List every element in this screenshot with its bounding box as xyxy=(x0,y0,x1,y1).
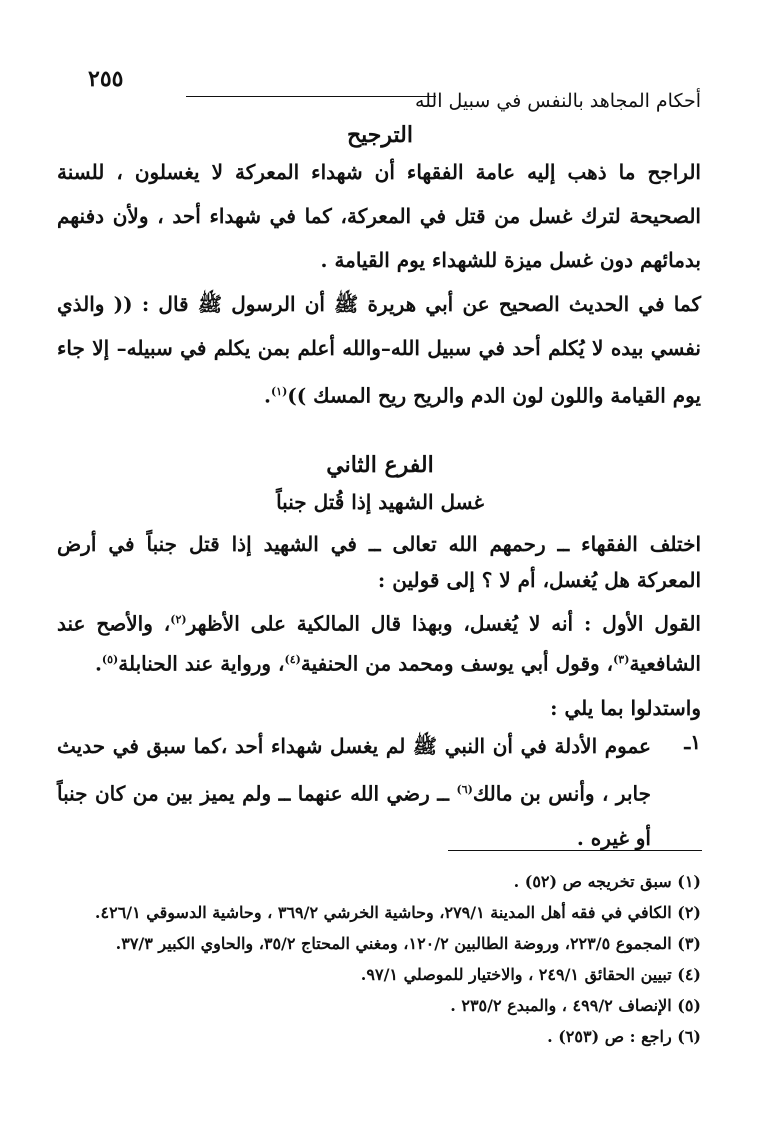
hadith-text: كما في الحديث الصحيح عن أبي هريرة ﷺ أن الرسول ﷺ قال : (( والذي نفسي بيده لا يُكلم أحد في سبيل الله–والله أعلم بمن يكلم في سبيله– إلا جاء يوم القيامة واللون لون الدم والريح ريح المسك )) xyxy=(57,292,701,408)
first-opinion-paragraph xyxy=(57,602,701,681)
footnote-rule xyxy=(448,850,702,851)
running-title: أحكام المجاهد بالنفس في سبيل الله xyxy=(414,90,701,112)
header-rule xyxy=(186,96,436,97)
evidence-item-1-a: عموم الأدلة في أن النبي ﷺ لم يغسل شهداء أحد ،كما سبق في حديث جابر ، وأنس بن مالك xyxy=(57,734,651,806)
footnote-4: (٤) تبيين الحقائق ٢٤٩/١ ، والاختيار للموصلي ٩٧/١. xyxy=(360,965,701,984)
evidence-intro: واستدلوا بما يلي : xyxy=(550,696,701,720)
footnote-ref-2: (٢) xyxy=(170,613,187,626)
footnotes-list xyxy=(41,866,701,1052)
first-opinion-e: . xyxy=(94,651,102,676)
section-subtitle: غسل الشهيد إذا قُتل جنباً xyxy=(276,490,484,514)
footnote-2: (٢) الكافي في فقه أهل المدينة ٢٧٩/١، وحاشية الخرشي ٣٦٩/٢ ، وحاشية الدسوقي ٤٢٦/١. xyxy=(94,903,701,922)
first-opinion-b: ، والأصح عند الشافعية xyxy=(57,611,701,676)
first-opinion-a: القول الأول : أنه لا يُغسل، وبهذا قال المالكية على الأظهر xyxy=(186,611,701,636)
footnote-ref-3: (٣) xyxy=(613,652,630,666)
section-title: الفرع الثاني xyxy=(326,452,434,478)
evidence-item-1 xyxy=(57,724,651,860)
page-number: ٢٥٥ xyxy=(88,66,124,92)
evidence-item-1-b: ــ رضي الله عنهما ــ ولم يميز بين من كان جنباً أو غيره . xyxy=(57,781,651,850)
first-opinion-d: ، ورواية عند الحنابلة xyxy=(118,651,285,676)
hadith-paragraph xyxy=(57,282,701,418)
intro-paragraph: اختلف الفقهاء ــ رحمهم الله تعالى ــ في الشهيد إذا قتل جنباً في أرض المعركة هل يُغسل، أم لا ؟ إلى قولين : xyxy=(57,532,701,592)
footnote-ref-1: (١) xyxy=(270,385,288,398)
footnote-ref-6: (٦) xyxy=(456,783,473,796)
footnote-6: (٦) راجع : ص (٢٥٣) . xyxy=(547,1027,701,1046)
first-opinion-c: ، وقول أبي يوسف ومحمد من الحنفية xyxy=(300,651,614,676)
footnote-5: (٥) الإنصاف ٤٩٩/٢ ، والمبدع ٢٣٥/٢ . xyxy=(450,996,701,1015)
footnote-ref-4: (٤) xyxy=(284,652,301,666)
footnote-3: (٣) المجموع ٢٢٣/٥، وروضة الطالبين ١٢٠/٢، ومغني المحتاج ٣٥/٢، والحاوي الكبير ٣٧/٣. xyxy=(115,934,701,953)
tarjih-heading: الترجيح xyxy=(346,122,414,148)
footnote-1: (١) سبق تخريجه ص (٥٢) . xyxy=(513,872,701,891)
hadith-end: . xyxy=(263,383,271,408)
footnote-ref-5: (٥) xyxy=(101,652,119,666)
evidence-item-number: ١ـ xyxy=(684,730,701,754)
tarjih-paragraph: الراجح ما ذهب إليه عامة الفقهاء أن شهداء المعركة لا يغسلون ، للسنة الصحيحة لترك غسل من قتل في المعركة، كما في شهداء أحد ، ولأن دفنهم بدمائهم دون غسل ميزة للشهداء يوم القيامة . xyxy=(57,160,701,272)
